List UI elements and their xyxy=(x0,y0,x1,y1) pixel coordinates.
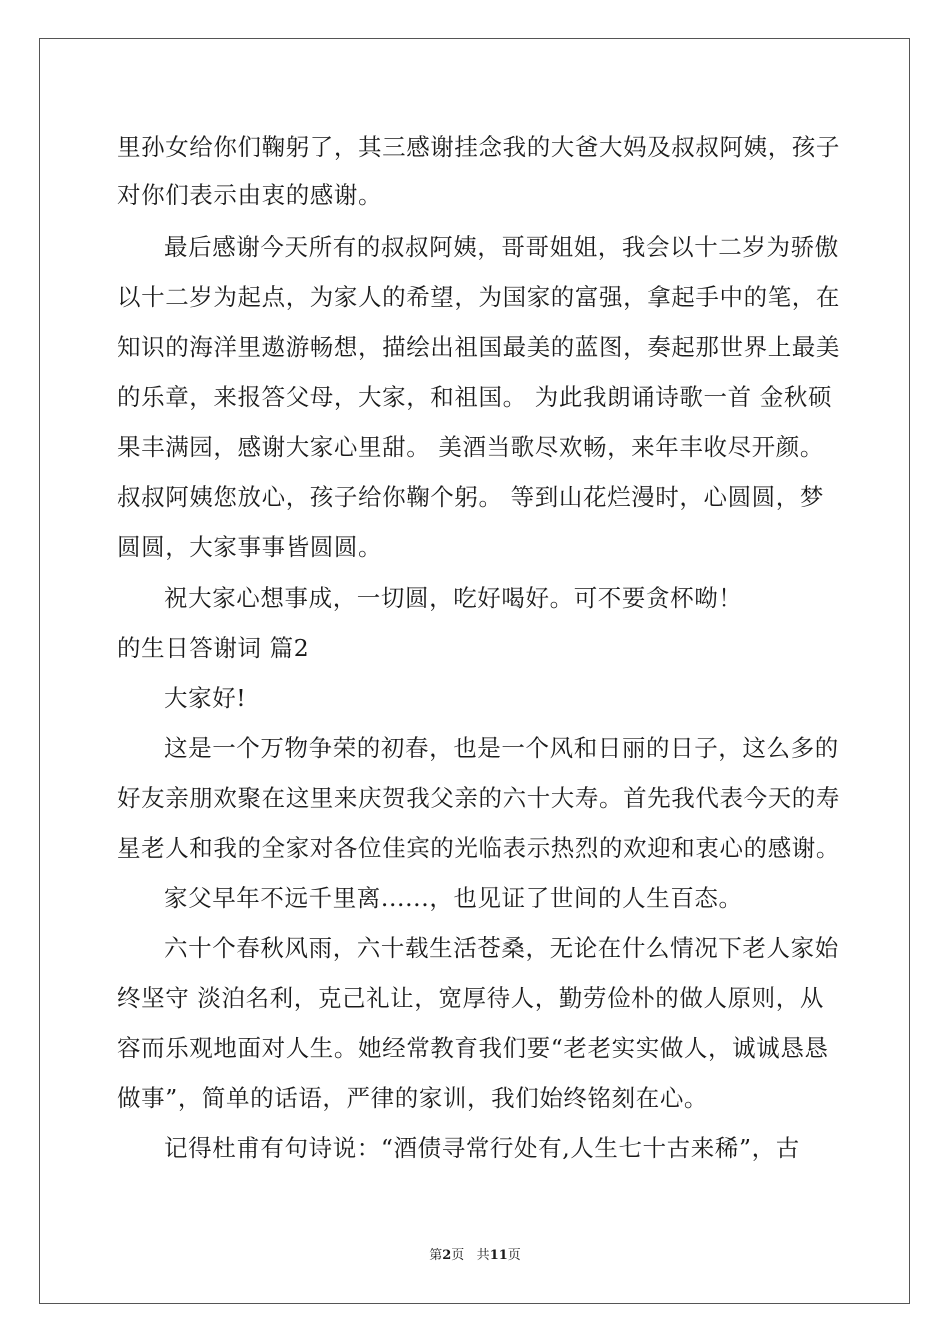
text-line: 对你们表示由衷的感谢。 xyxy=(117,181,383,209)
page-suffix: 页 xyxy=(451,1248,465,1263)
total-prefix: 共 xyxy=(476,1248,490,1263)
text-line: 知识的海洋里遨游畅想，描绘出祖国最美的蓝图，奏起那世界上最美 xyxy=(117,333,840,361)
page-footer xyxy=(0,1244,950,1263)
paragraph-start: 六十个春秋风雨，六十载生活苍桑，无论在什么情况下老人家始 xyxy=(164,934,839,962)
text-line: 容而乐观地面对人生。她经常教育我们要“老老实实做人，诚诚恳恳 xyxy=(117,1034,829,1062)
page-current: 2 xyxy=(442,1248,452,1263)
page-prefix: 第 xyxy=(429,1248,443,1263)
text-line: 里孙女给你们鞠躬了，其三感谢挂念我的大爸大妈及叔叔阿姨，孩子 xyxy=(117,133,840,161)
text-line: 以十二岁为起点，为家人的希望，为国家的富强，拿起手中的笔，在 xyxy=(117,283,840,311)
text-line: 叔叔阿姨您放心，孩子给你鞠个躬。 等到山花烂漫时，心圆圆，梦 xyxy=(117,483,824,511)
text-line: 好友亲朋欢聚在这里来庆贺我父亲的六十大寿。首先我代表今天的寿 xyxy=(117,784,840,812)
text-line: 果丰满园，感谢大家心里甜。 美酒当歌尽欢畅，来年丰收尽开颜。 xyxy=(117,433,824,461)
paragraph-start: 最后感谢今天所有的叔叔阿姨，哥哥姐姐，我会以十二岁为骄傲 xyxy=(164,233,839,261)
paragraph-start: 家父早年不远千里离......，也见证了世间的人生百态。 xyxy=(164,884,743,912)
total-suffix: 页 xyxy=(507,1248,521,1263)
paragraph-start: 这是一个万物争荣的初春，也是一个风和日丽的日子，这么多的 xyxy=(164,734,839,762)
text-line: 星老人和我的全家对各位佳宾的光临表示热烈的欢迎和衷心的感谢。 xyxy=(117,834,840,862)
paragraph-start: 记得杜甫有句诗说：“酒债寻常行处有,人生七十古来稀”，古 xyxy=(164,1134,800,1162)
text-line: 做事”，简单的话语，严律的家训，我们始终铭刻在心。 xyxy=(117,1084,709,1112)
section-heading: 的生日答谢词 篇2 xyxy=(117,634,310,662)
text-line: 的乐章，来报答父母，大家，和祖国。 为此我朗诵诗歌一首 金秋硕 xyxy=(117,383,833,411)
text-line: 圆圆，大家事事皆圆圆。 xyxy=(117,533,383,561)
text-line: 终坚守 淡泊名利，克己礼让，宽厚待人，勤劳俭朴的做人原则，从 xyxy=(117,984,824,1012)
page-total: 11 xyxy=(489,1248,508,1263)
paragraph-start: 祝大家心想事成，一切圆，吃好喝好。可不要贪杯呦！ xyxy=(164,584,743,612)
greeting: 大家好! xyxy=(164,684,247,712)
